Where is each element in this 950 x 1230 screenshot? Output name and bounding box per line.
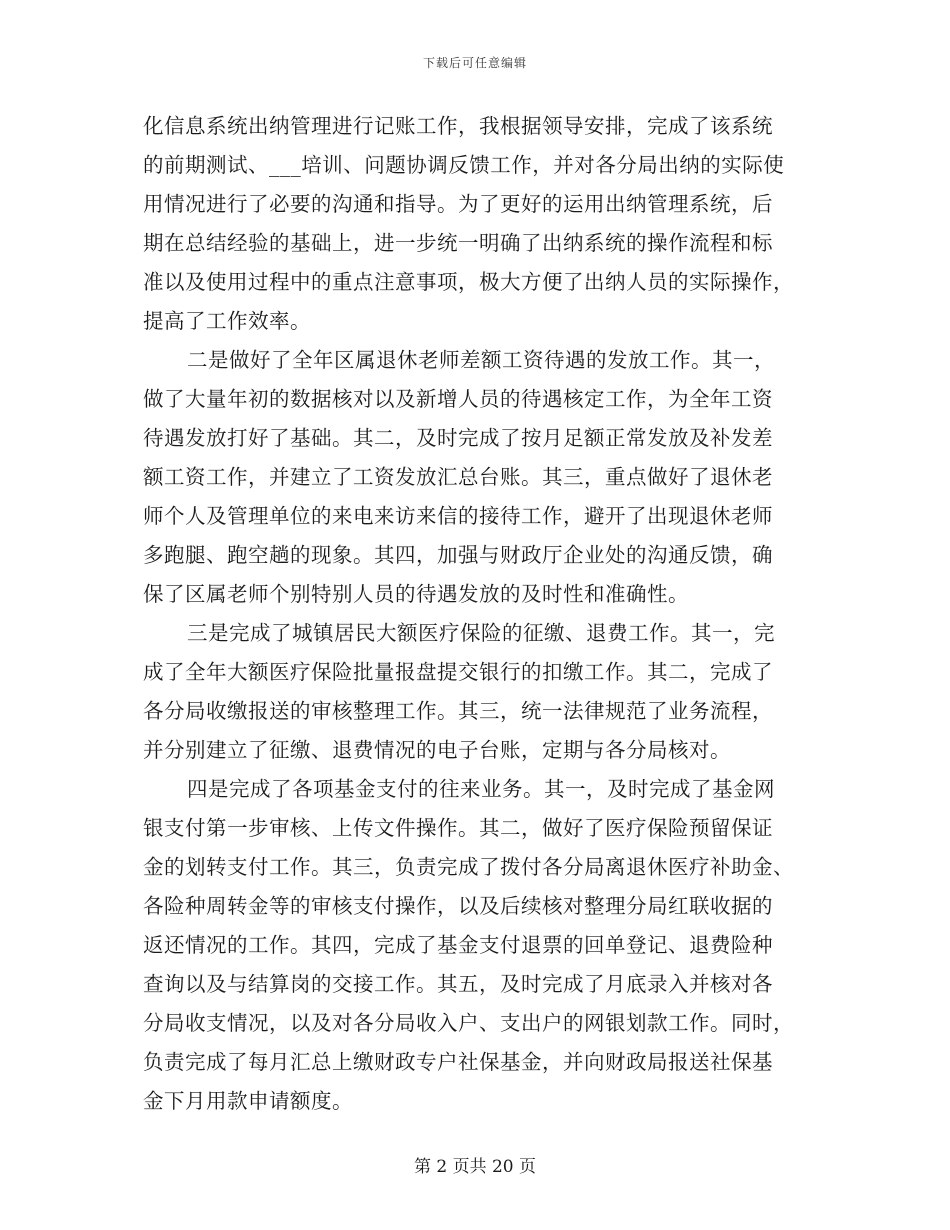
page-number: 第 2 页共 20 页	[413, 1157, 537, 1177]
paragraph-start-line: 二是做好了全年区属退休老师差额工资待遇的发放工作。其一，	[187, 348, 775, 372]
body-line: 化信息系统出纳管理进行记账工作，我根据领导安排，完成了该系统	[143, 114, 773, 138]
body-line: 的前期测试、___培训、问题协调反馈工作，并对各分局出纳的实际使	[143, 153, 785, 177]
body-line: 返还情况的工作。其四，完成了基金支付退票的回单登记、退费险种	[143, 933, 773, 957]
body-line: 提高了工作效率。	[143, 309, 311, 333]
body-line: 待遇发放打好了基础。其二，及时完成了按月足额正常发放及补发差	[143, 426, 773, 450]
body-line: 并分别建立了征缴、退费情况的电子台账，定期与各分局核对。	[143, 738, 731, 762]
body-line: 查询以及与结算岗的交接工作。其五，及时完成了月底录入并核对各	[143, 972, 773, 996]
body-line: 额工资工作，并建立了工资发放汇总台账。其三，重点做好了退休老	[143, 465, 773, 489]
body-line: 各分局收缴报送的审核整理工作。其三，统一法律规范了业务流程，	[143, 699, 773, 723]
body-line: 师个人及管理单位的来电来访来信的接待工作，避开了出现退休老师	[143, 504, 773, 528]
document-body	[143, 107, 805, 1121]
body-line: 用情况进行了必要的沟通和指导。为了更好的运用出纳管理系统，后	[143, 192, 773, 216]
body-line: 银支付第一步审核、上传文件操作。其二，做好了医疗保险预留保证	[143, 816, 773, 840]
body-line: 期在总结经验的基础上，进一步统一明确了出纳系统的操作流程和标	[143, 231, 773, 255]
page-header: 下载后可任意编辑	[422, 56, 527, 70]
paragraph-start-line: 三是完成了城镇居民大额医疗保险的征缴、退费工作。其一，完	[187, 621, 775, 645]
body-line: 分局收支情况，以及对各分局收入户、支出户的网银划款工作。同时，	[143, 1011, 794, 1035]
body-line: 保了区属老师个别特别人员的待遇发放的及时性和准确性。	[143, 582, 689, 606]
body-line: 各险种周转金等的审核支付操作，以及后续核对整理分局红联收据的	[143, 894, 773, 918]
body-line: 金的划转支付工作。其三，负责完成了拨付各分局离退休医疗补助金、	[143, 855, 794, 879]
paragraph-start-line: 四是完成了各项基金支付的往来业务。其一，及时完成了基金网	[187, 777, 775, 801]
body-line: 金下月用款申请额度。	[143, 1089, 353, 1113]
body-line: 多跑腿、跑空趟的现象。其四，加强与财政厅企业处的沟通反馈，确	[143, 543, 773, 567]
body-line: 成了全年大额医疗保险批量报盘提交银行的扣缴工作。其二，完成了	[143, 660, 773, 684]
body-line: 准以及使用过程中的重点注意事项，极大方便了出纳人员的实际操作，	[143, 270, 794, 294]
body-line: 负责完成了每月汇总上缴财政专户社保基金，并向财政局报送社保基	[143, 1050, 773, 1074]
body-line: 做了大量年初的数据核对以及新增人员的待遇核定工作，为全年工资	[143, 387, 773, 411]
